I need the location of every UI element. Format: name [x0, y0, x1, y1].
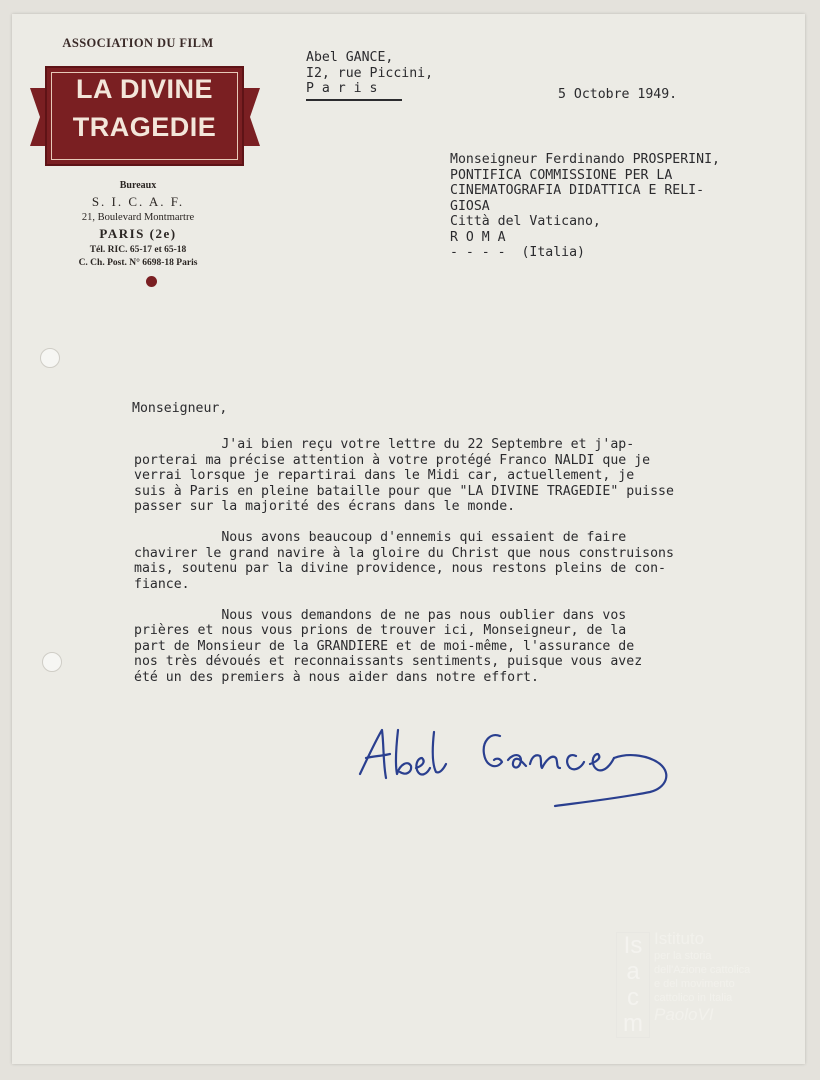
punch-hole [42, 652, 62, 672]
archive-watermark [616, 929, 786, 1038]
letterhead-address: 21, Boulevard Montmartre [81, 212, 195, 223]
body-line: J'ai bien reçu votre lettre du 22 Septembre et j'ap- [134, 437, 635, 452]
body-line: porterai ma précise attention à votre protégé Franco NALDI que je [134, 452, 651, 468]
letterhead-city: PARIS (2e) [99, 226, 177, 241]
film-logo [30, 58, 260, 178]
letterhead-postal-account: C. Ch. Post. N° 6698-18 Paris [78, 258, 198, 268]
letterhead-company: S. I. C. A. F. [91, 194, 185, 209]
sender-name: Abel GANCE, [306, 50, 394, 65]
body-line: nos très dévoués et reconnaissants sentiments, puisque vous avez [134, 654, 643, 669]
body-line: verrai lorsque je repartirai dans le Midi car, actuellement, je [134, 468, 635, 483]
sender-street: I2, rue Piccini, [306, 65, 434, 81]
signature-text: Abel Gance [518, 811, 526, 812]
recipient-line: - - - - (Italia) [450, 245, 585, 260]
watermark-line: Istituto [654, 929, 705, 948]
logo-title-line2: TRAGEDIE [72, 112, 217, 142]
letterhead-telephone: Tél. RIC. 65-17 et 65-18 [89, 245, 187, 255]
letter-body [134, 437, 674, 685]
recipient-line: PONTIFICA COMMISSIONE PER LA [450, 167, 673, 183]
body-line: Nous vous demandons de ne pas nous oublier dans vos [134, 607, 627, 623]
body-line: suis à Paris en pleine bataille pour que "LA DIVINE TRAGEDIE" puisse [134, 483, 674, 499]
recipient-line: GIOSA [450, 198, 490, 214]
letter-date: 5 Octobre 1949. [558, 87, 678, 102]
body-line: chavirer le grand navire à la gloire du Christ que nous construisons [134, 545, 674, 561]
watermark-logo-letter: Is [623, 932, 643, 959]
body-line: passer sur la majorité des écrans dans le monde. [134, 499, 516, 514]
letterhead-association: ASSOCIATION DU FILM [62, 36, 214, 50]
watermark-logo-letter: a [626, 958, 640, 985]
watermark-logo [616, 932, 650, 1038]
body-line: part de Monsieur de la GRANDIERE et de moi-même, l'assurance de [134, 638, 635, 654]
body-line: Nous avons beaucoup d'ennemis qui essaient de faire [134, 530, 627, 545]
sender-block [306, 50, 433, 97]
recipient-line: R O M A [450, 229, 506, 245]
watermark-line: cattolico in Italia [654, 992, 733, 1004]
recipient-line: Monseigneur Ferdinando PROSPERINI, [450, 152, 720, 167]
watermark-logo-letter: m [623, 1010, 643, 1037]
letterhead-dot [146, 276, 157, 287]
watermark-logo-letter: c [627, 984, 639, 1011]
watermark-line: e del movimento [654, 978, 735, 990]
recipient-line: Città del Vaticano, [450, 214, 601, 229]
body-line: fiance. [134, 576, 190, 592]
recipient-line: CINEMATOGRAFIA DIDATTICA E RELI- [450, 183, 705, 198]
handwritten-signature [350, 712, 695, 812]
letterhead-bureaux: Bureaux [119, 180, 157, 191]
logo-title-line1: LA DIVINE [75, 74, 213, 104]
salutation: Monseigneur, [132, 401, 228, 416]
recipient-block [450, 152, 720, 261]
body-line: mais, soutenu par la divine providence, nous restons pleins de con- [134, 561, 666, 576]
punch-hole [40, 348, 60, 368]
sender-city: P a r i s [306, 81, 378, 96]
sender-city-underline [306, 99, 402, 101]
watermark-line: PaoloVI [654, 1005, 714, 1024]
body-line: prières et nous vous prions de trouver ici, Monseigneur, de la [134, 623, 627, 638]
watermark-line: per la storia [654, 950, 712, 962]
watermark-line: dell'Azione cattolica [654, 964, 751, 976]
body-line: été un des premiers à nous aider dans notre effort. [134, 669, 539, 685]
